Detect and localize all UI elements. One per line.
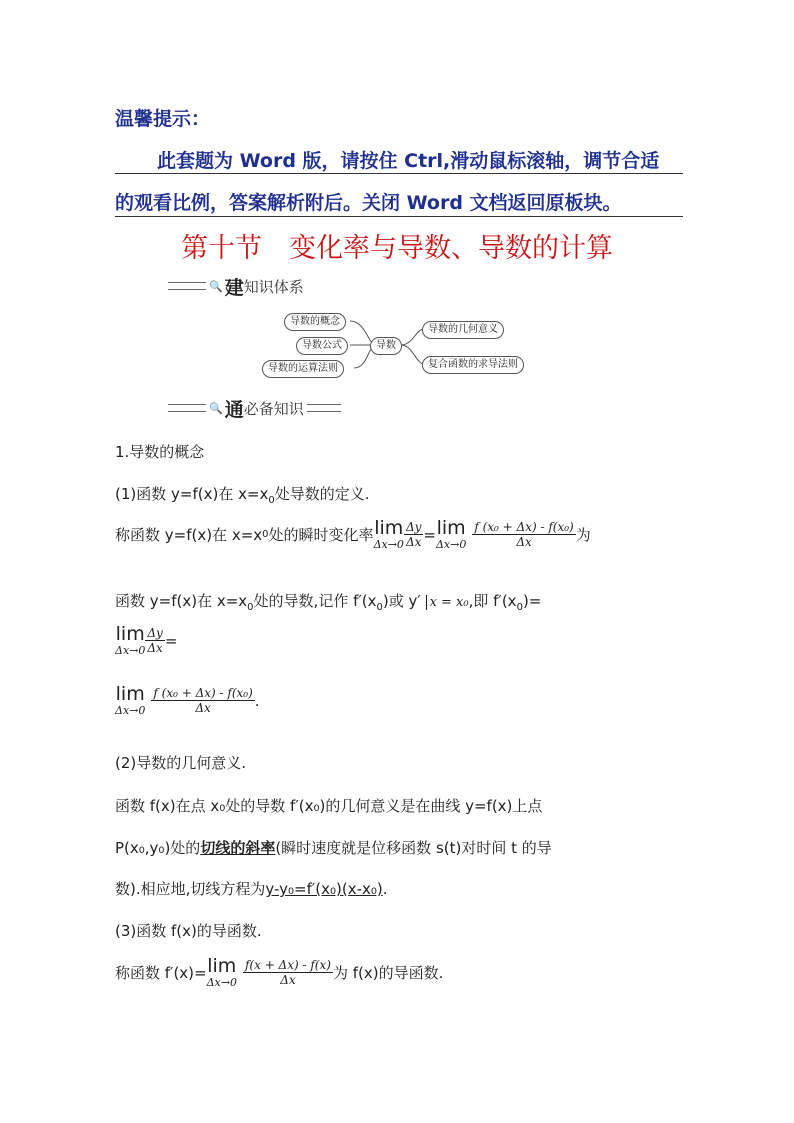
fraction-dy-dx: $\frac{\Delta y}{\Delta x}$ (147, 626, 163, 655)
notice-title: 温馨提示： (115, 108, 211, 130)
heading-concept: 1.导数的概念 (115, 443, 205, 461)
knowledge-mindmap (258, 307, 538, 379)
limit-operator: lim Δx→0 (373, 517, 404, 551)
magnifier-icon: 🔍 (209, 401, 223, 415)
mindmap-node-rules: 导数的运算法则 (262, 360, 344, 378)
tangent-slope-term: 切线的斜率 (200, 839, 276, 857)
paragraph-derivative-notation: 函数 y=f(x)在 $x=x_0$处的导数,记作 $f'(x_0)$或 y′ x = x₀,即 $f'(x_0)=$ (115, 592, 542, 613)
limit-difference-quotient: lim Δx→0 $\frac{\text{f (x₀ + Δx) - f(x₀)}}{\Delta x}$ . (115, 683, 260, 717)
tangent-line-equation: y-y₀=f′(x₀)(x-x₀) (265, 880, 383, 898)
mindmap-node-center: 导数 (370, 337, 402, 355)
limit-dy-dx: lim Δx→0 $\frac{\Delta y}{\Delta x}$ = (115, 623, 178, 657)
difference-quotient: $\frac{\text{f (x₀ + Δx) - f(x₀)}}{\Delta x}$ (474, 520, 574, 549)
magnifier-icon: 🔍 (209, 279, 223, 293)
paragraph-geometric-2: P(x₀,y₀)处的切线的斜率(瞬时速度就是位移函数 s(t)对时间 t 的导 (115, 839, 552, 857)
paragraph-derivative-function: 称函数 f′(x)= lim Δx→0 $\frac{f(x + \Delta x) - f(x)}{\Delta x}$ 为 f(x)的导函数. (115, 955, 444, 989)
mindmap-node-formula: 导数公式 (296, 337, 348, 355)
paragraph-definition: (1)函数 y=f(x)在 $x=x_0$处导数的定义. (115, 485, 370, 506)
band-decor-lines (168, 404, 206, 412)
band-glyph: 通 (224, 398, 244, 421)
limit-operator: lim Δx→0 (435, 517, 467, 551)
heading-derivative-function: (3)函数 f(x)的导函数. (115, 922, 262, 940)
paragraph-instant-rate: 称函数 y=f(x)在 x=x 0 处的瞬时变化率 lim Δx→0 $\frac{\Delta y}{\Delta x}$ = lim Δx→0 $\frac{\text{f (x₀ + Δx) - f(x₀)}}{\Delta x}$ 为 (115, 517, 591, 551)
difference-quotient: $\frac{\text{f (x₀ + Δx) - f(x₀)}}{\Delta x}$ (153, 686, 253, 715)
limit-operator: lim Δx→0 (115, 623, 146, 657)
derivative-quotient: $\frac{f(x + \Delta x) - f(x)}{\Delta x}$ (244, 958, 331, 987)
heading-geometric: (2)导数的几何意义. (115, 754, 247, 772)
band-label: 知识体系 (243, 277, 304, 296)
fraction-dy-dx: $\frac{\Delta y}{\Delta x}$ (405, 520, 422, 549)
section-title: 第十节 变化率与导数、导数的计算 (181, 233, 613, 264)
mindmap-node-geometric: 导数的几何意义 (422, 321, 504, 339)
limit-operator: lim Δx→0 (206, 955, 237, 989)
band-decor-lines (168, 282, 206, 290)
notice-line-2: 的观看比例，答案解析附后。关闭 Word 文档返回原板块。 (115, 188, 683, 217)
knowledge-system-band (168, 276, 304, 299)
mindmap-node-composite: 复合函数的求导法则 (422, 356, 524, 374)
band-glyph: 建 (224, 276, 244, 299)
mindmap-node-concept: 导数的概念 (284, 313, 346, 331)
paragraph-tangent-line: 数).相应地,切线方程为y-y₀=f′(x₀)(x-x₀). (115, 880, 388, 898)
paragraph-geometric-1: 函数 f(x)在点 x₀处的导数 f′(x₀)的几何意义是在曲线 y=f(x)上点 (115, 797, 543, 815)
essential-knowledge-band (168, 398, 341, 421)
notice-line-1: 此套题为 Word 版，请按住 Ctrl,滑动鼠标滚轴，调节合适 (115, 146, 683, 174)
band-label: 必备知识 (243, 399, 304, 418)
limit-operator: lim Δx→0 (115, 683, 146, 717)
band-decor-lines (307, 404, 341, 412)
